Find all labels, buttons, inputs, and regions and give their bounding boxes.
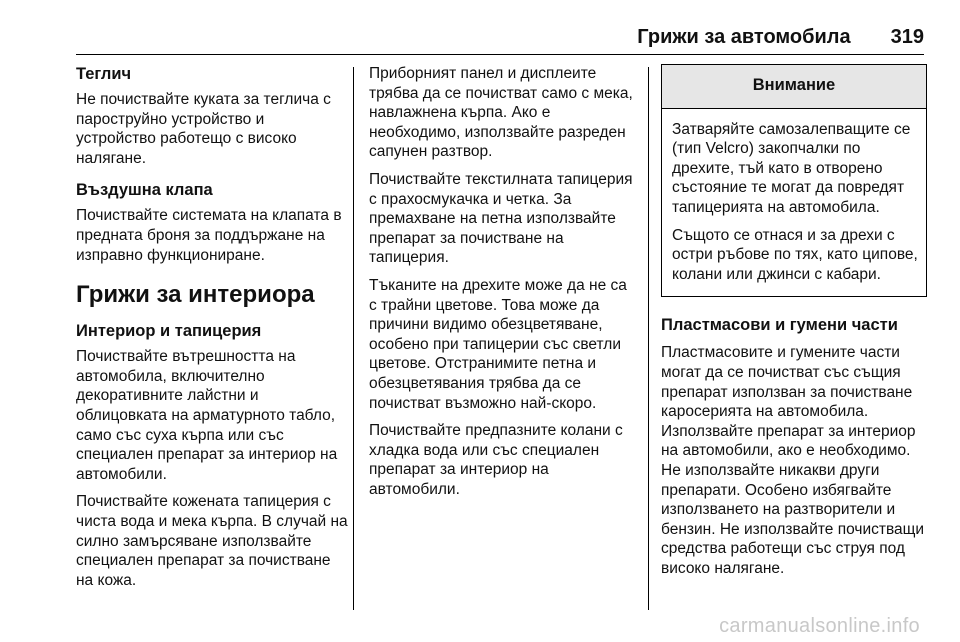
warning-text-velcro: Затваряйте самозалепващите се (тип Velcro) закопчалки по дрехите, тъй като в отворено състояние те могат да повредят тапицерията на автомобила. [672,120,911,216]
colorfast-text: Тъканите на дрехите може да не са с трайни цветове. Това може да причини видимо обезцветяване, особено при тапицерии със светли цветове. Отстранимите петна и обезцветявания трябва да се почистват възможно най-скоро. [369,276,627,412]
plastics-heading: Пластмасови и гумени части [661,316,898,335]
column-divider [648,67,649,610]
plastics-text: Пластмасовите и гумените части могат да се почистват със същия препарат използван за почистване каросерията на автомобила. Използвайте препарат за интериор на автомобили, ако е необходимо. Не използвайте никакви други препарати. Особено избягвайте използването на разтворители и бензин. Не използвайте почистващи средства работещи със струя под високо налягане. [661,344,925,577]
textile-text: Почиствайте текстилната тапицерия с прахосмукачка и четка. За премахване на петна използвайте препарат за почистване на тапицерия. [369,170,633,267]
air-flap-text: Почиствайте системата на клапата в предната броня за поддържане на изправно функциониране. [76,207,342,264]
dashboard-text: Приборният панел и дисплеите трябва да се почистват само с мека, навлажнена кърпа. Ако е необходимо, използвайте разреден сапунен разтвор. [369,65,633,161]
page-header [637,26,924,49]
page-number: 319 [890,26,924,48]
warning-box [661,64,927,297]
header-rule [76,54,924,55]
warning-title: Внимание [662,65,926,109]
tow-hitch-text: Не почиствайте куката за теглича с пароструйно устройство и устройство работещо с високо налягане. [76,91,331,167]
tow-hitch-heading: Теглич [76,65,132,83]
warning-text-sharp: Същото се отнася и за дрехи с остри ръбове по тях, като ципове, колани или джинси с кабари. [672,226,918,283]
column-right [661,64,927,586]
column-left [76,64,348,598]
page-title: Грижи за автомобила [637,26,851,48]
upholstery-heading: Интериор и тапицерия [76,322,262,341]
seatbelt-text: Почиствайте предпазните колани с хладка вода или със специален препарат за интериор на автомобили. [369,422,623,498]
leather-text: Почиствайте кожената тапицерия с чиста вода и мека кърпа. В случай на силно замърсяване използвайте специален препарат за почистване на кожа. [76,493,348,589]
column-divider [353,67,354,610]
column-middle [369,64,635,507]
warning-body [662,109,926,297]
watermark: carmanualsonline.info [719,615,920,637]
air-flap-heading: Въздушна клапа [76,181,213,200]
interior-care-heading: Грижи за интериора [76,281,315,309]
upholstery-text: Почиствайте вътрешността на автомобила, включително декоративните лайстни и облицовката на арматурното табло, само със суха кърпа или със специален препарат за интериор на автомобили. [76,348,338,483]
